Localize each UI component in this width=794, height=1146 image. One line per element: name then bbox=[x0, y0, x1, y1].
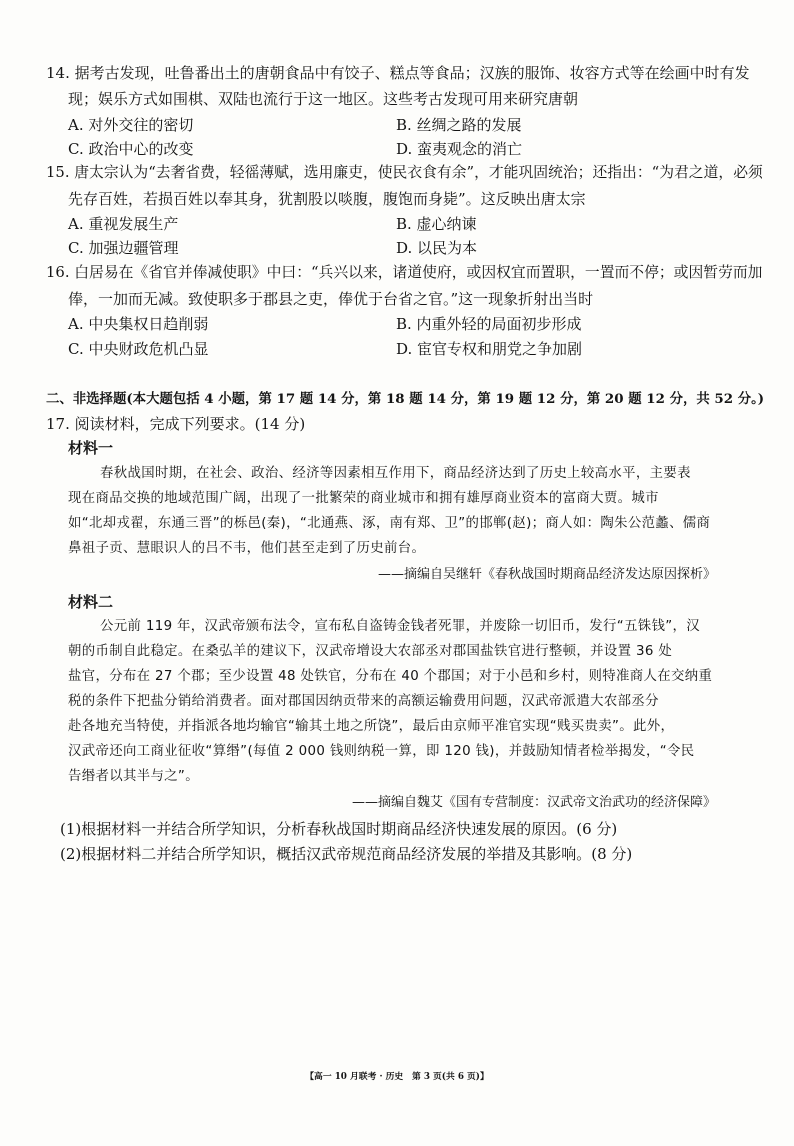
material-one-line-2: 现在商品交换的地域范围广阔，出现了一批繁荣的商业城市和拥有雄厚商业资本的富商大贾。城市 bbox=[68, 491, 659, 506]
q14-option-a: A. 对外交往的密切 bbox=[68, 116, 194, 134]
q14-option-d: D. 蛮夷观念的消亡 bbox=[396, 140, 523, 158]
q16-option-b: B. 内重外轻的局面初步形成 bbox=[396, 315, 582, 333]
q16-option-d: D. 宦官专权和朋党之争加剧 bbox=[396, 340, 583, 358]
material-one-line-4: 鼻祖子贡、慧眼识人的吕不韦，他们甚至走到了历史前台。 bbox=[68, 541, 426, 556]
q14-stem-line-1: 14. 据考古发现，吐鲁番出土的唐朝食品中有饺子、糕点等食品；汉族的服饰、妆容方式等在绘画中时有发 bbox=[46, 64, 750, 82]
material-two-title: 材料二 bbox=[68, 593, 114, 611]
q15-option-c: C. 加强边疆管理 bbox=[68, 239, 179, 257]
q16-option-a: A. 中央集权日趋削弱 bbox=[68, 315, 209, 333]
page-footer: 【高一 10 月联考 · 历史 第 3 页(共 6 页)】 bbox=[305, 1072, 489, 1082]
q15-option-d: D. 以民为本 bbox=[396, 239, 478, 257]
material-two-line-2: 朝的币制自此稳定。在桑弘羊的建议下，汉武帝增设大农部丞对郡国盐铁官进行整顿，并设置 36 处 bbox=[68, 644, 673, 659]
material-two-line-5: 赴各地充当特使，并指派各地均输官“输其土地之所饶”，最后由京师平准官实现“贱买贵卖”。此外， bbox=[68, 719, 675, 734]
material-two-line-4: 税的条件下把盐分销给消费者。面对郡国因纳贡带来的高额运输费用问题，汉武帝派遣大农部丞分 bbox=[68, 694, 659, 709]
material-two-line-6: 汉武帝还向工商业征收“算缗”(每值 2 000 钱则纳税一算，即 120 钱)，并鼓励知情者检举揭发，“令民 bbox=[68, 744, 695, 759]
section-two-heading: 二、非选择题(本大题包括 4 小题，第 17 题 14 分，第 18 题 14 分，第 19 题 12 分，第 20 题 12 分，共 52 分。) bbox=[46, 391, 765, 407]
q16-stem-line-1: 16. 白居易在《省官并俸减使职》中曰：“兵兴以来，诸道使府，或因权宜而置职，一置而不停；或因暂劳而加 bbox=[46, 264, 763, 281]
material-two-line-3: 盐官，分布在 27 个郡；至少设置 48 处铁官，分布在 40 个郡国；对于小邑和乡村，则特准商人在交纳重 bbox=[68, 669, 713, 684]
material-one-line-1: 春秋战国时期，在社会、政治、经济等因素相互作用下，商品经济达到了历史上较高水平，主要表 bbox=[100, 466, 691, 481]
q17-subquestion-2: (2)根据材料二并结合所学知识，概括汉武帝规范商品经济发展的举措及其影响。(8 分) bbox=[60, 845, 633, 863]
q15-option-a: A. 重视发展生产 bbox=[68, 215, 179, 233]
q17-subquestion-1: (1)根据材料一并结合所学知识，分析春秋战国时期商品经济快速发展的原因。(6 分) bbox=[60, 820, 618, 838]
q14-stem-line-2: 现；娱乐方式如围棋、双陆也流行于这一地区。这些考古发现可用来研究唐朝 bbox=[68, 90, 579, 108]
q16-stem-line-2: 俸，一加而无减。致使职多于郡县之吏，俸优于台省之官。”这一现象折射出当时 bbox=[68, 290, 594, 308]
q16-option-c: C. 中央财政危机凸显 bbox=[68, 340, 209, 358]
q15-stem-line-2: 先存百姓，若损百姓以奉其身，犹割股以啖腹，腹饱而身毙”。这反映出唐太宗 bbox=[68, 190, 586, 208]
q14-option-b: B. 丝绸之路的发展 bbox=[396, 116, 522, 134]
material-one-line-3: 如“北却戎翟，东通三晋”的栎邑(秦)，“北通燕、涿，南有郑、卫”的邯郸(赵)；商人如：陶朱公范蠡、儒商 bbox=[68, 516, 711, 531]
q17-stem: 17. 阅读材料，完成下列要求。(14 分) bbox=[46, 415, 306, 433]
q15-stem-line-1: 15. 唐太宗认为“去奢省费，轻徭薄赋，选用廉吏，使民衣食有余”，才能巩固统治；还指出：“为君之道，必须 bbox=[46, 164, 763, 181]
q14-option-c: C. 政治中心的改变 bbox=[68, 140, 194, 158]
material-two-line-7: 告缗者以其半与之”。 bbox=[68, 769, 199, 784]
material-one-source: ——摘编自吴继轩《春秋战国时期商品经济发达原因探析》 bbox=[377, 567, 716, 582]
q15-option-b: B. 虚心纳谏 bbox=[396, 215, 477, 233]
material-two-source: ——摘编自魏艾《国有专营制度：汉武帝文治武功的经济保障》 bbox=[351, 795, 716, 810]
material-one-title: 材料一 bbox=[68, 439, 114, 457]
material-two-line-1: 公元前 119 年，汉武帝颁布法令，宣布私自盗铸金钱者死罪，并废除一切旧币，发行“五铢钱”，汉 bbox=[100, 619, 701, 634]
